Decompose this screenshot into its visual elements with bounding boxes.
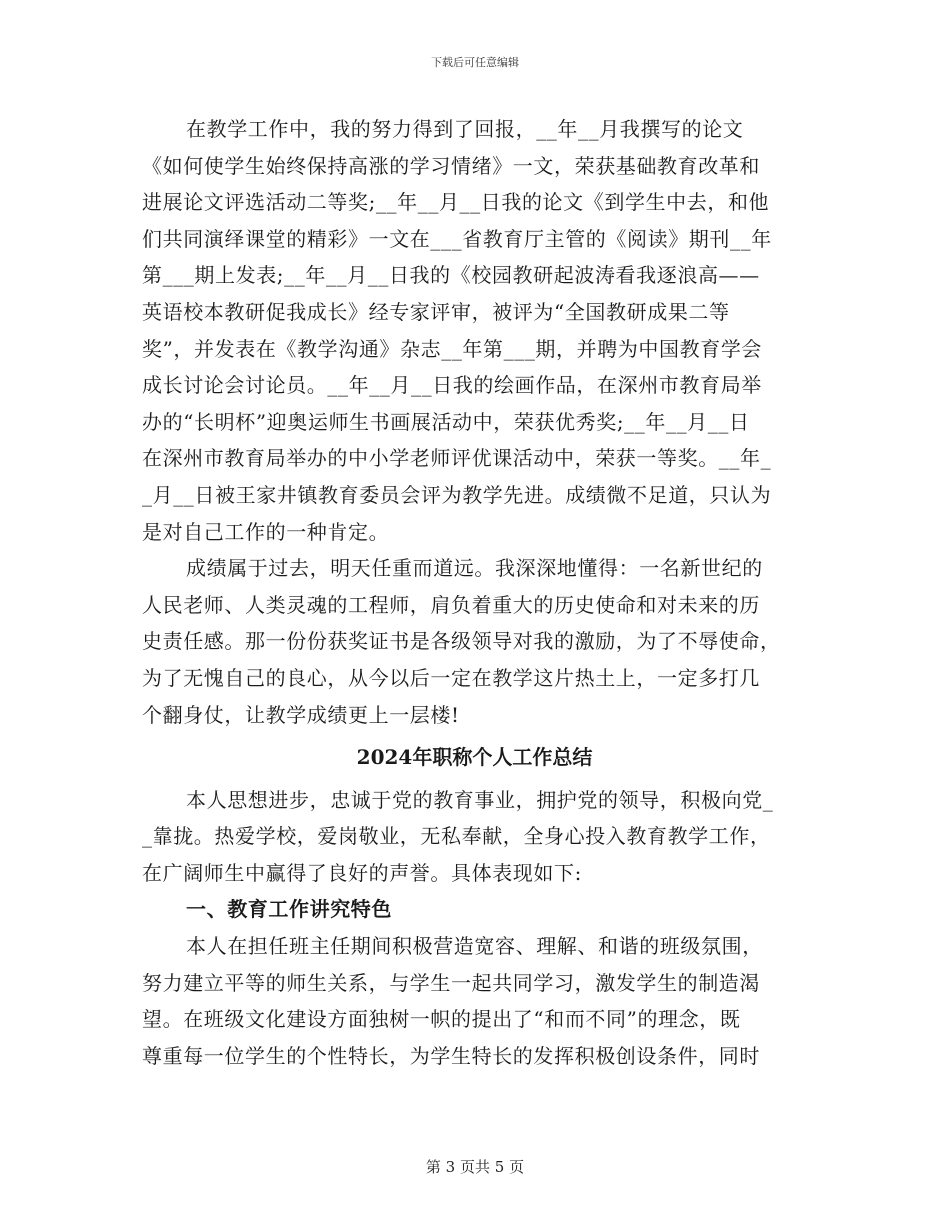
text-line: 为了无愧自己的良心，从今以后一定在教学这片热土上，一定多打几: [142, 665, 760, 690]
paragraph-achievements: [142, 111, 807, 550]
document-title: 2024年职称个人工作总结: [356, 745, 593, 770]
text-line: 努力建立平等的师生关系，与学生一起共同学习，激发学生的制造渴: [142, 970, 760, 995]
text-line: 进展论文评选活动二等奖;__年__月__日我的论文《到学生中去，和他: [142, 190, 770, 215]
text-line: 尊重每一位学生的个性特长，为学生特长的发挥积极创设条件，同时: [142, 1043, 760, 1068]
section-heading: 一、教育工作讲究特色: [186, 897, 392, 922]
paragraph-intro: [142, 782, 807, 892]
paragraph-future: [142, 550, 807, 733]
document-body: [142, 111, 807, 1074]
paragraph-education: [142, 928, 807, 1074]
text-line: 本人思想进步，忠诚于党的教育事业，拥护党的领导，积极向党_: [186, 787, 774, 812]
text-line: 本人在担任班主任期间积极营造宽容、理解、和谐的班级氛围，: [186, 934, 763, 959]
text-line: 们共同演绎课堂的精彩》一文在___省教育厅主管的《阅读》期刊__年: [142, 226, 772, 251]
text-line: 是对自己工作的一种肯定。: [142, 519, 390, 544]
text-line: _月__日被王家井镇教育委员会评为教学先进。成绩微不足道，只认为: [142, 482, 772, 507]
text-line: 在教学工作中，我的努力得到了回报，__年__月我撰写的论文: [186, 117, 744, 141]
text-line: 第___期上发表;__年__月__日我的《校园教研起波涛看我逐浪高——: [142, 263, 760, 288]
text-line: 办的“长明杯”迎奥运师生书画展活动中，荣获优秀奖;__年__月__日: [142, 409, 750, 434]
page-number: 第 3 页共 5 页: [425, 1158, 525, 1176]
page-header-note: 下载后可任意编辑: [431, 56, 519, 69]
text-line: 成绩属于过去，明天任重而道远。我深深地懂得：一名新世纪的: [186, 556, 763, 581]
text-line: 在广阔师生中赢得了良好的声誉。具体表现如下:: [142, 860, 582, 885]
text-line: 英语校本教研促我成长》经专家评审，被评为“全国教研成果二等: [142, 299, 730, 324]
text-line: 望。在班级文化建设方面独树一帜的提出了“和而不同”的理念，既: [142, 1007, 741, 1032]
text-line: 《如何使学生始终保持高涨的学习情绪》一文，荣获基础教育改革和: [142, 153, 760, 178]
text-line: 史责任感。那一份份获奖证书是各级领导对我的激励，为了不辱使命，: [142, 629, 781, 654]
text-line: 成长讨论会讨论员。__年__月__日我的绘画作品，在深州市教育局举: [142, 373, 762, 398]
text-line: 奖”，并发表在《教学沟通》杂志__年第___期，并聘为中国教育学会: [142, 336, 763, 361]
text-line: 在深州市教育局举办的中小学老师评优课活动中，荣获一等奖。__年_: [142, 446, 772, 471]
text-line: 人民老师、人类灵魂的工程师，肩负着重大的历史使命和对未来的历: [142, 592, 760, 617]
text-line: 个翻身仗，让教学成绩更上一层楼!: [142, 702, 460, 727]
text-line: _靠拢。热爱学校，爱岗敬业，无私奉献，全身心投入教育教学工作，: [142, 824, 771, 849]
